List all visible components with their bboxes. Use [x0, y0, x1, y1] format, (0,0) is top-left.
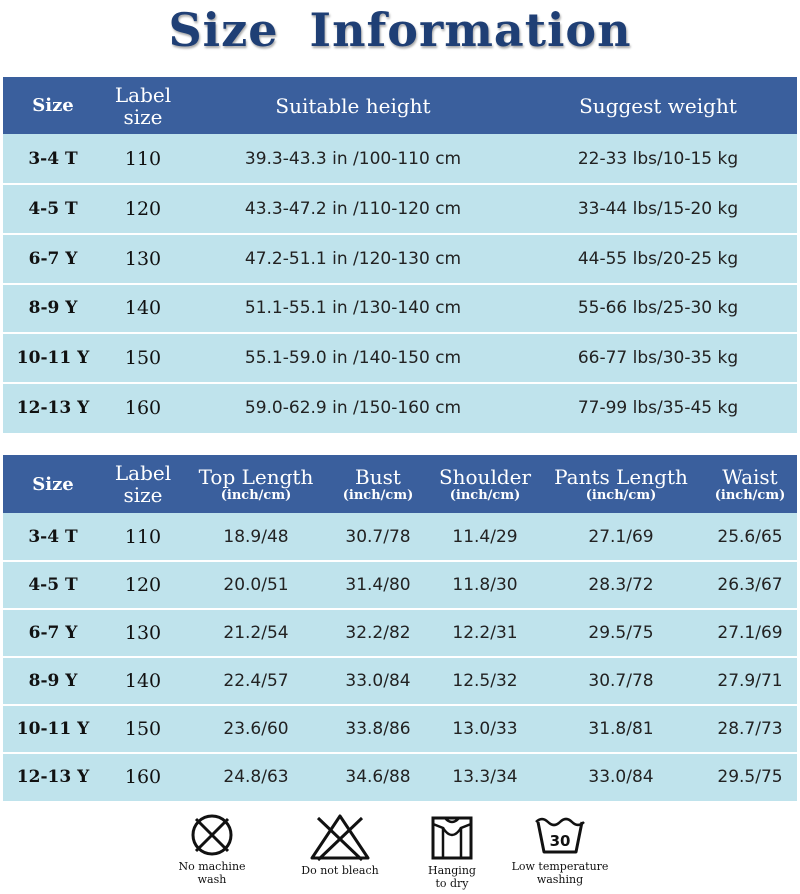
care-label-line1: No machine — [178, 860, 246, 873]
cell-top — [191, 561, 321, 609]
header-pants-length-label: Pants Length — [554, 464, 688, 489]
header-size — [3, 455, 103, 513]
header-weight-label: Suggest weight — [579, 93, 737, 118]
cell-height — [193, 184, 513, 234]
cell-weight — [533, 234, 783, 284]
care-no-bleach — [290, 812, 390, 892]
cell-label — [103, 184, 183, 234]
cell-shoulder-value: 11.4/29 — [452, 527, 518, 547]
cell-size — [3, 184, 103, 234]
header-unit: (inch/cm) — [449, 487, 521, 503]
cell-pants-value: 30.7/78 — [588, 671, 654, 691]
table-row — [3, 284, 797, 334]
table-row — [3, 234, 797, 284]
cell-label — [103, 383, 183, 433]
no-machine-wash-icon — [189, 812, 235, 858]
row-separator — [3, 283, 797, 285]
cell-height-value: 39.3-43.3 in /100-110 cm — [244, 148, 462, 169]
cell-size — [3, 561, 103, 609]
care-label — [428, 864, 476, 890]
cell-label — [103, 134, 183, 184]
cell-waist-value: 28.7/73 — [717, 719, 783, 739]
cell-label-value: 150 — [124, 347, 162, 370]
cell-bust — [333, 561, 423, 609]
cell-bust — [333, 705, 423, 753]
header-unit: (inch/cm) — [714, 487, 786, 503]
cell-label-value: 150 — [124, 718, 162, 740]
cell-weight — [533, 184, 783, 234]
cell-size-value: 6-7 Y — [28, 248, 78, 269]
cell-height — [193, 333, 513, 383]
cell-shoulder-value: 13.0/33 — [452, 719, 518, 739]
table-header — [3, 455, 797, 513]
cell-label — [103, 657, 183, 705]
cell-weight-value: 77-99 lbs/35-45 kg — [577, 398, 739, 419]
cell-size-value: 8-9 Y — [28, 671, 78, 691]
cell-waist — [703, 753, 797, 801]
header-pants-length — [543, 455, 699, 513]
cell-label-value: 110 — [124, 526, 162, 548]
cell-pants — [543, 513, 699, 561]
care-label — [178, 860, 245, 886]
header-bust — [333, 455, 423, 513]
cell-weight-value: 44-55 lbs/20-25 kg — [577, 248, 739, 269]
cell-pants — [543, 609, 699, 657]
header-height-label: Suitable height — [275, 93, 431, 118]
cell-size-value: 3-4 T — [28, 527, 78, 547]
cell-size-value: 12-13 Y — [16, 398, 90, 419]
cell-pants — [543, 753, 699, 801]
cell-bust — [333, 513, 423, 561]
cell-waist-value: 26.3/67 — [717, 575, 783, 595]
table-row — [3, 383, 797, 433]
cell-top-value: 23.6/60 — [223, 719, 289, 739]
row-separator — [3, 183, 797, 185]
row-separator — [3, 608, 797, 610]
header-waist-label: Waist — [722, 464, 778, 489]
row-separator — [3, 656, 797, 658]
header-label-size — [103, 77, 183, 134]
cell-pants — [543, 705, 699, 753]
table-row — [3, 705, 797, 753]
table-row — [3, 184, 797, 234]
cell-height — [193, 383, 513, 433]
care-label-line2: wash — [197, 873, 227, 886]
cell-label-value: 160 — [124, 397, 162, 420]
cell-size-value: 4-5 T — [28, 198, 78, 219]
cell-shoulder-value: 12.2/31 — [452, 623, 518, 643]
no-bleach-icon — [308, 812, 372, 862]
cell-shoulder — [435, 753, 535, 801]
cell-label — [103, 333, 183, 383]
header-top-length — [191, 455, 321, 513]
cell-waist-value: 27.9/71 — [717, 671, 783, 691]
cell-size-value: 12-13 Y — [16, 767, 90, 787]
cell-bust-value: 30.7/78 — [345, 527, 411, 547]
cell-label — [103, 609, 183, 657]
cell-waist — [703, 609, 797, 657]
header-waist — [703, 455, 797, 513]
cell-bust-value: 31.4/80 — [345, 575, 411, 595]
cell-height-value: 43.3-47.2 in /110-120 cm — [244, 198, 462, 219]
cell-pants-value: 29.5/75 — [588, 623, 654, 643]
care-label-line1: Low temperature — [511, 860, 609, 873]
cell-waist — [703, 561, 797, 609]
care-low-temperature — [505, 812, 615, 892]
cell-height-value: 47.2-51.1 in /120-130 cm — [244, 248, 462, 269]
cell-weight-value: 22-33 lbs/10-15 kg — [577, 148, 739, 169]
cell-top-value: 22.4/57 — [223, 671, 289, 691]
cell-top — [191, 513, 321, 561]
cell-shoulder — [435, 705, 535, 753]
header-size-label: Size — [32, 473, 74, 495]
cell-pants-value: 28.3/72 — [588, 575, 654, 595]
cell-top-value: 21.2/54 — [223, 623, 289, 643]
care-no-machine-wash — [172, 812, 252, 892]
cell-size — [3, 657, 103, 705]
care-label — [512, 860, 609, 886]
cell-pants-value: 33.0/84 — [588, 767, 654, 787]
cell-weight — [533, 284, 783, 334]
header-size-label: Size — [32, 95, 74, 116]
cell-waist-value: 27.1/69 — [717, 623, 783, 643]
cell-label-value: 110 — [124, 147, 162, 170]
cell-height — [193, 284, 513, 334]
cell-top-value: 24.8/63 — [223, 767, 289, 787]
cell-waist-value: 29.5/75 — [717, 767, 783, 787]
care-label — [301, 864, 378, 877]
table-row — [3, 657, 797, 705]
row-separator — [3, 704, 797, 706]
care-hang-dry — [412, 812, 492, 892]
cell-height — [193, 234, 513, 284]
garment-measurement-table — [3, 455, 797, 801]
header-weight — [533, 77, 783, 134]
cell-label-value: 140 — [124, 297, 162, 320]
cell-size-value: 6-7 Y — [28, 623, 78, 643]
header-shoulder-label: Shoulder — [438, 464, 532, 489]
care-label-line1: Do not bleach — [301, 864, 379, 877]
hang-dry-icon — [429, 812, 475, 862]
header-label-size — [103, 455, 183, 513]
cell-label-value: 130 — [124, 247, 162, 270]
header-top-length-label: Top Length — [198, 464, 314, 489]
cell-top — [191, 657, 321, 705]
table-header — [3, 77, 797, 134]
cell-label — [103, 513, 183, 561]
page-title: Size Information — [168, 3, 632, 57]
cell-size — [3, 383, 103, 433]
cell-weight-value: 66-77 lbs/30-35 kg — [577, 348, 739, 369]
cell-bust — [333, 609, 423, 657]
cell-shoulder — [435, 609, 535, 657]
row-separator — [3, 560, 797, 562]
cell-bust — [333, 753, 423, 801]
cell-label — [103, 234, 183, 284]
cell-size-value: 10-11 Y — [16, 719, 90, 739]
header-size — [3, 77, 103, 134]
height-weight-table — [3, 77, 797, 433]
table-row — [3, 561, 797, 609]
cell-bust-value: 32.2/82 — [345, 623, 411, 643]
header-label-line1: Label — [114, 82, 172, 107]
cell-height-value: 51.1-55.1 in /130-140 cm — [244, 298, 462, 319]
care-label-line2: to dry — [435, 877, 469, 890]
cell-label — [103, 753, 183, 801]
cell-size — [3, 753, 103, 801]
cell-height — [193, 134, 513, 184]
header-label-line2: size — [123, 104, 163, 129]
row-separator — [3, 752, 797, 754]
header-label-line1: Label — [114, 461, 172, 485]
cell-size — [3, 705, 103, 753]
cell-waist — [703, 705, 797, 753]
cell-size — [3, 284, 103, 334]
cell-label — [103, 705, 183, 753]
cell-weight-value: 55-66 lbs/25-30 kg — [577, 298, 739, 319]
cell-size — [3, 134, 103, 184]
cell-weight — [533, 333, 783, 383]
header-unit: (inch/cm) — [220, 487, 292, 503]
cell-top-value: 18.9/48 — [223, 527, 289, 547]
row-separator — [3, 382, 797, 384]
table-row — [3, 513, 797, 561]
cell-waist-value: 25.6/65 — [717, 527, 783, 547]
cell-size-value: 10-11 Y — [16, 348, 90, 369]
cell-label-value: 120 — [124, 574, 162, 596]
cell-label — [103, 561, 183, 609]
wash-30-icon — [532, 812, 588, 858]
wash-temp: 30 — [549, 832, 571, 850]
row-separator — [3, 233, 797, 235]
cell-bust-value: 33.8/86 — [345, 719, 411, 739]
table-row — [3, 134, 797, 184]
cell-pants — [543, 561, 699, 609]
cell-height-value: 59.0-62.9 in /150-160 cm — [244, 398, 462, 419]
table-row — [3, 333, 797, 383]
cell-size-value: 8-9 Y — [28, 298, 78, 319]
cell-size — [3, 609, 103, 657]
cell-pants — [543, 657, 699, 705]
cell-top-value: 20.0/51 — [223, 575, 289, 595]
cell-bust-value: 33.0/84 — [345, 671, 411, 691]
cell-label-value: 160 — [124, 766, 162, 788]
cell-pants-value: 31.8/81 — [588, 719, 654, 739]
cell-weight — [533, 383, 783, 433]
cell-label-value: 130 — [124, 622, 162, 644]
care-label-line1: Hanging — [428, 864, 476, 877]
cell-shoulder — [435, 657, 535, 705]
row-separator — [3, 332, 797, 334]
cell-shoulder — [435, 561, 535, 609]
table-row — [3, 753, 797, 801]
cell-shoulder-value: 11.8/30 — [452, 575, 518, 595]
cell-label-value: 140 — [124, 670, 162, 692]
cell-top — [191, 753, 321, 801]
cell-waist — [703, 657, 797, 705]
cell-bust-value: 34.6/88 — [345, 767, 411, 787]
cell-shoulder-value: 13.3/34 — [452, 767, 518, 787]
cell-bust — [333, 657, 423, 705]
cell-waist — [703, 513, 797, 561]
header-label-line2: size — [123, 483, 163, 507]
cell-label-value: 120 — [124, 197, 162, 220]
header-height — [193, 77, 513, 134]
care-label-line2: washing — [536, 873, 584, 886]
header-shoulder — [435, 455, 535, 513]
cell-size — [3, 234, 103, 284]
cell-size-value: 4-5 T — [28, 575, 78, 595]
cell-shoulder-value: 12.5/32 — [452, 671, 518, 691]
cell-height-value: 55.1-59.0 in /140-150 cm — [244, 348, 462, 369]
table-row — [3, 609, 797, 657]
cell-pants-value: 27.1/69 — [588, 527, 654, 547]
cell-top — [191, 609, 321, 657]
header-unit: (inch/cm) — [342, 487, 414, 503]
cell-top — [191, 705, 321, 753]
cell-weight — [533, 134, 783, 184]
cell-size — [3, 513, 103, 561]
cell-weight-value: 33-44 lbs/15-20 kg — [577, 198, 739, 219]
cell-size-value: 3-4 T — [28, 148, 78, 169]
cell-label — [103, 284, 183, 334]
cell-shoulder — [435, 513, 535, 561]
header-bust-label: Bust — [355, 464, 401, 489]
header-unit: (inch/cm) — [585, 487, 657, 503]
cell-size — [3, 333, 103, 383]
